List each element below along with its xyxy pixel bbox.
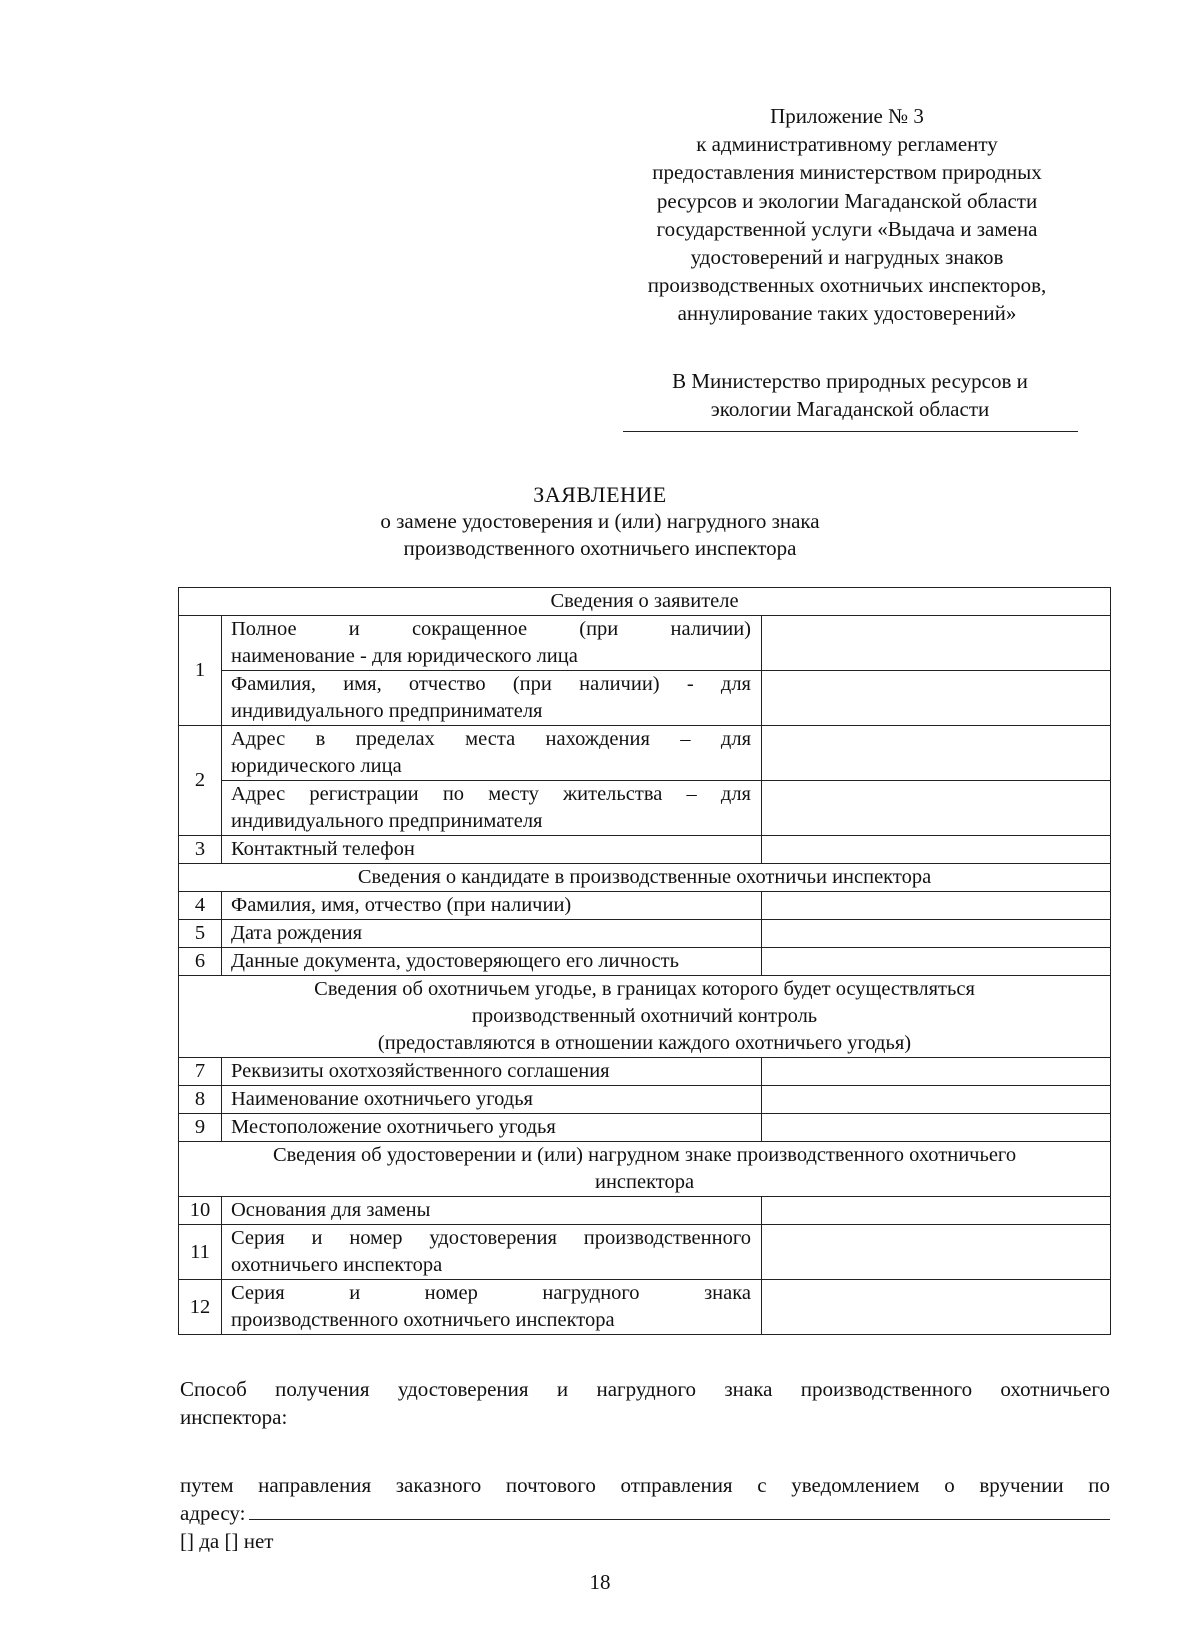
field-label-legal-name: Полное и сокращенное (при наличии) наименование - для юридического лица (222, 616, 762, 671)
field-label-candidate-name: Фамилия, имя, отчество (при наличии) (222, 892, 762, 920)
field-label-replacement-grounds: Основания для замены (222, 1197, 762, 1225)
annex-header (612, 102, 1082, 328)
field-label-ground-location: Местоположение охотничьего угодья (222, 1114, 762, 1142)
annex-line: к административному регламенту (696, 132, 998, 157)
annex-line: государственной услуги «Выдача и замена (656, 216, 1038, 241)
field-value-entrepreneur-name[interactable] (762, 671, 1111, 726)
annex-line: предоставления министерством природных (652, 160, 1042, 185)
mail-delivery-option: путем направления заказного почтового отправления с уведомлением о вручении по адресу: [] да [] нет (180, 1473, 1110, 1553)
field-value-id-document[interactable] (762, 948, 1111, 976)
annex-line: ресурсов и экологии Магаданской области (656, 188, 1038, 213)
document-subtitle: о замене удостоверения и (или) нагрудного знака (380, 509, 820, 533)
section-header-candidate: Сведения о кандидате в производственные охотничьи инспектора (179, 864, 1111, 892)
field-value-candidate-name[interactable] (762, 892, 1111, 920)
address-input-line[interactable] (249, 1499, 1110, 1520)
row-number: 12 (179, 1280, 222, 1335)
section-header-hunting-ground: Сведения об охотничьем угодье, в границах которого будет осуществляться производственный охотничий контроль (предоставляются в отношении каждого охотничьего угодья) (179, 976, 1111, 1058)
field-value-legal-address[interactable] (762, 726, 1111, 781)
field-label-legal-address: Адрес в пределах места нахождения – для юридического лица (222, 726, 762, 781)
row-number: 5 (179, 920, 222, 948)
annex-line: удостоверений и нагрудных знаков (690, 245, 1004, 270)
addressee-line: экологии Магаданской области (710, 397, 990, 421)
row-number: 7 (179, 1058, 222, 1086)
row-number: 10 (179, 1197, 222, 1225)
row-number: 4 (179, 892, 222, 920)
field-label-id-document: Данные документа, удостоверяющего его личность (222, 948, 762, 976)
field-value-ground-name[interactable] (762, 1086, 1111, 1114)
addressee-underline (623, 431, 1078, 432)
row-number: 3 (179, 836, 222, 864)
delivery-method-section (180, 1375, 1110, 1555)
field-value-phone[interactable] (762, 836, 1111, 864)
field-value-legal-name[interactable] (762, 616, 1111, 671)
page-number: 18 (589, 1570, 611, 1594)
row-number: 6 (179, 948, 222, 976)
field-label-phone: Контактный телефон (222, 836, 762, 864)
section-header-certificate: Сведения об удостоверении и (или) нагрудном знаке производственного охотничьего инспектора (179, 1142, 1111, 1197)
field-label-birth-date: Дата рождения (222, 920, 762, 948)
yes-no-checkboxes[interactable]: [] да [] нет (180, 1529, 274, 1553)
section-header-applicant: Сведения о заявителе (179, 588, 1111, 616)
row-number: 1 (179, 616, 222, 726)
field-value-badge-number[interactable] (762, 1280, 1111, 1335)
field-value-residence-address[interactable] (762, 781, 1111, 836)
row-number: 2 (179, 726, 222, 836)
addressee-block (620, 367, 1080, 432)
address-label: адресу: (180, 1501, 246, 1525)
row-number: 9 (179, 1114, 222, 1142)
delivery-method-heading: Способ получения удостоверения и нагрудного знака производственного охотничьего инспектора: (180, 1377, 1110, 1429)
document-heading (300, 481, 900, 562)
application-form-table (178, 587, 1111, 1335)
field-value-certificate-number[interactable] (762, 1225, 1111, 1280)
document-title: ЗАЯВЛЕНИЕ (533, 482, 667, 507)
field-value-ground-location[interactable] (762, 1114, 1111, 1142)
field-value-birth-date[interactable] (762, 920, 1111, 948)
addressee-line: В Министерство природных ресурсов и (672, 369, 1028, 393)
field-label-certificate-number: Серия и номер удостоверения производственного охотничьего инспектора (222, 1225, 762, 1280)
field-label-residence-address: Адрес регистрации по месту жительства – для индивидуального предпринимателя (222, 781, 762, 836)
field-value-replacement-grounds[interactable] (762, 1197, 1111, 1225)
annex-line: аннулирование таких удостоверений» (677, 301, 1017, 326)
field-label-badge-number: Серия и номер нагрудного знака производственного охотничьего инспектора (222, 1280, 762, 1335)
document-subtitle: производственного охотничьего инспектора (403, 536, 797, 560)
field-label-ground-name: Наименование охотничьего угодья (222, 1086, 762, 1114)
annex-line: Приложение № 3 (770, 104, 924, 128)
row-number: 8 (179, 1086, 222, 1114)
field-value-agreement-details[interactable] (762, 1058, 1111, 1086)
annex-line: производственных охотничьих инспекторов, (647, 273, 1047, 298)
row-number: 11 (179, 1225, 222, 1280)
field-label-agreement-details: Реквизиты охотхозяйственного соглашения (222, 1058, 762, 1086)
field-label-entrepreneur-name: Фамилия, имя, отчество (при наличии) - для индивидуального предпринимателя (222, 671, 762, 726)
